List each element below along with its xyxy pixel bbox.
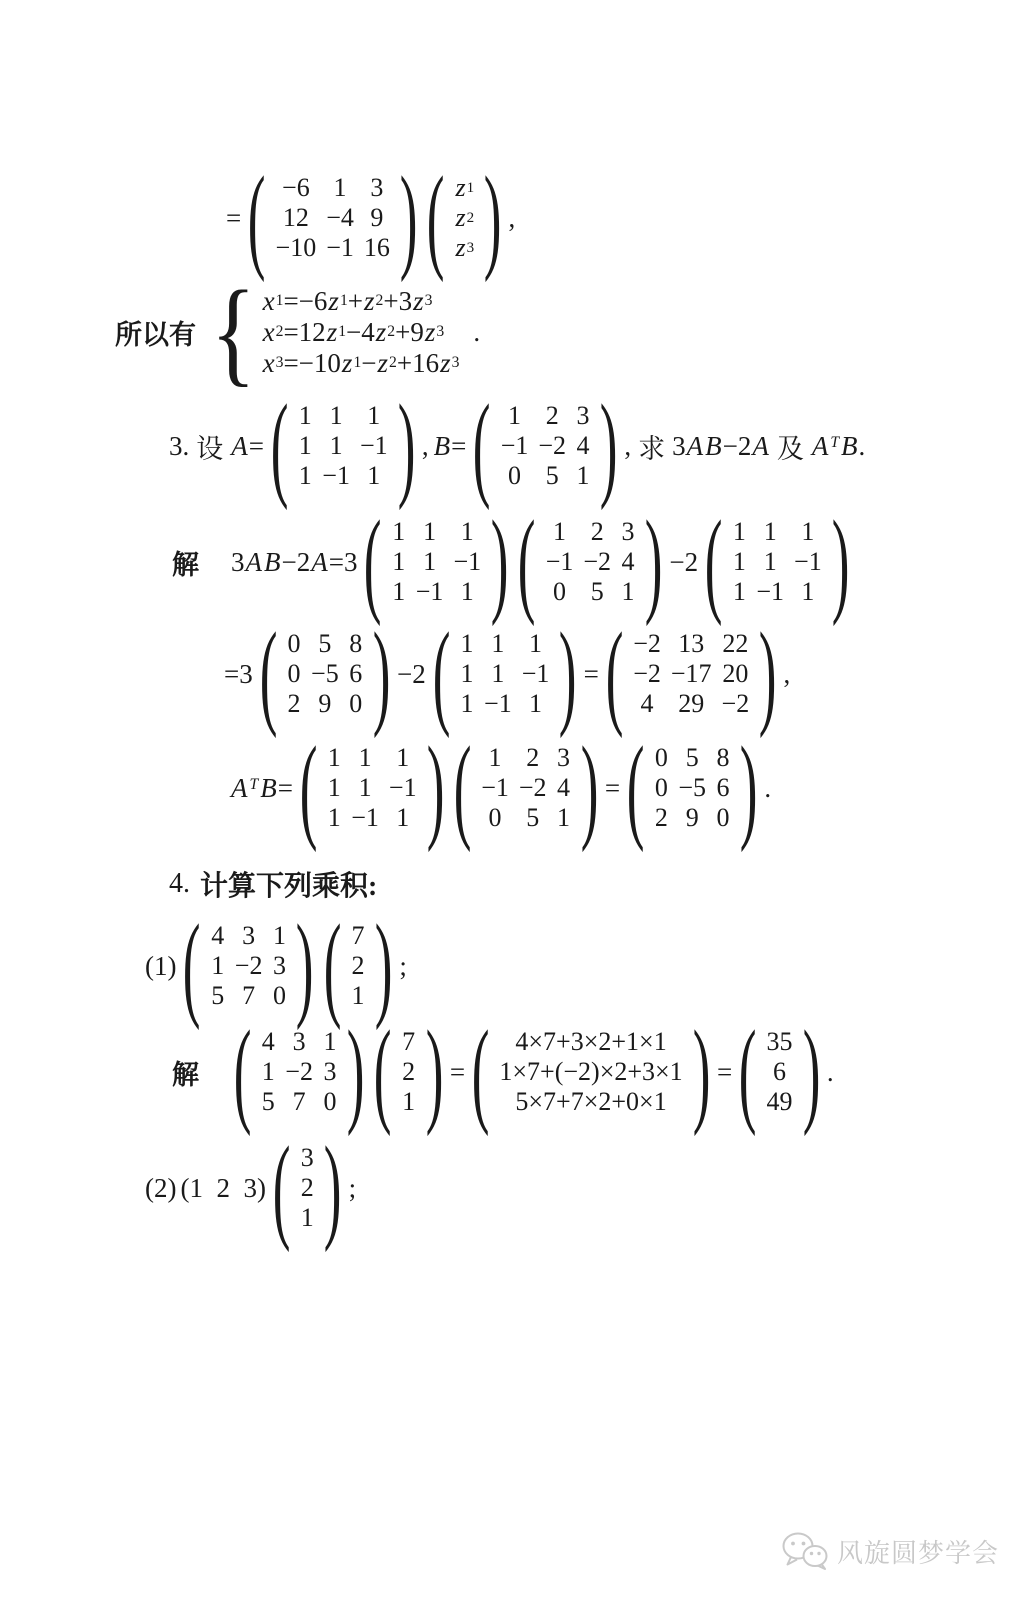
comma: , bbox=[624, 430, 632, 461]
solution-3-step-1 bbox=[167, 496, 1011, 627]
expression-at-b: A $^T$B. bbox=[811, 430, 866, 461]
matrix-a: ( 1 1 1 1 1 −1 1 −1 1 ) bbox=[364, 496, 509, 627]
comma: , bbox=[421, 430, 429, 461]
item-1-label: (1) bbox=[145, 950, 177, 981]
step1-lead: 3AB−2A=3 bbox=[231, 546, 358, 577]
watermark-text: 风旋圆梦学会 bbox=[837, 1537, 1000, 1568]
watermark bbox=[782, 1532, 999, 1570]
semicolon: ; bbox=[399, 950, 407, 981]
solution-4-item-1 bbox=[167, 1006, 1011, 1137]
matrix-b: ( 1 2 3 −1 −2 4 0 5 1 ) bbox=[453, 722, 599, 853]
result-matrix: ( 0 5 8 0 −5 6 2 9 0 ) bbox=[626, 722, 758, 853]
column-vector: ( 3 2 1 ) bbox=[272, 1122, 342, 1253]
transform-result-equation bbox=[224, 152, 1011, 283]
minus-2a: −2 bbox=[669, 546, 699, 577]
expansion-vector: ( 4×7+3×2+1×1 1×7+(−2)×2+3×1 5×7+7×2+0×1 ) bbox=[471, 1006, 711, 1137]
period: . bbox=[473, 316, 481, 347]
problem-3-number: 3. bbox=[169, 430, 190, 461]
problem-4-title: 计算下列乘积: bbox=[200, 871, 378, 902]
equation-x2: x 2 =12 z 1 −4 z 2 +9 z 3 bbox=[262, 316, 445, 347]
problem-3-statement bbox=[167, 380, 1011, 511]
period: . bbox=[826, 1056, 834, 1087]
expression-3ab-2a: 3AB−2A bbox=[672, 430, 769, 461]
result-vector: ( 35 6 49 ) bbox=[739, 1006, 821, 1137]
solve-label: 解 bbox=[172, 549, 199, 580]
semicolon: ; bbox=[348, 1172, 357, 1203]
period: . bbox=[764, 772, 772, 803]
problem-4-item-1 bbox=[143, 900, 1011, 1031]
factor-matrix: ( 4 3 1 1 −2 3 5 7 0 ) bbox=[183, 900, 314, 1031]
equals-sign: = bbox=[716, 1056, 733, 1087]
a-equals: A= bbox=[231, 430, 264, 461]
z-vector: ( z 1 z 2 z 3 ) bbox=[426, 152, 502, 283]
equals-sign: = bbox=[604, 772, 621, 803]
system-of-equations bbox=[110, 266, 1011, 397]
solve-label: 解 bbox=[172, 1059, 199, 1090]
factor-vector: ( 7 2 1 ) bbox=[323, 900, 393, 1031]
matrix-a: ( 1 1 1 1 1 −1 1 −1 1 ) bbox=[704, 496, 850, 627]
equation-system-body bbox=[262, 286, 460, 379]
coefficient-matrix: ( −6 1 3 12 −4 9 −10 −1 16 ) bbox=[248, 152, 418, 283]
equation-x3: x 3 =−10 z 1 − z 2 +16 z 3 bbox=[262, 347, 460, 378]
row-vector: (1 2 3) bbox=[180, 1172, 266, 1203]
equals-sign: = bbox=[583, 658, 599, 689]
wechat-icon bbox=[782, 1532, 828, 1570]
minus-2a: −2 bbox=[397, 658, 426, 689]
b-equals: B= bbox=[433, 430, 467, 461]
comma: , bbox=[783, 658, 791, 689]
step2-lead: =3 bbox=[224, 658, 253, 689]
equals-sign: = bbox=[226, 202, 242, 233]
item-2-label: (2) bbox=[145, 1172, 177, 1203]
therefore-label: 所以有 bbox=[115, 319, 196, 350]
result-matrix: ( −2 13 22 −2 −17 20 4 29 −2 ) bbox=[605, 608, 777, 739]
matrix-b: ( 1 2 3 −1 −2 4 0 5 1 ) bbox=[473, 380, 618, 511]
at-b-lead: A $^T$B= bbox=[231, 772, 293, 803]
comma: , bbox=[508, 202, 516, 233]
problem-4-heading bbox=[167, 864, 1011, 904]
problem-4-item-2 bbox=[143, 1122, 1011, 1253]
and-label: 及 bbox=[776, 433, 804, 464]
equation-x1: x 1 =−6 z 1 + z 2 +3 z 3 bbox=[262, 285, 433, 316]
product-matrix: ( 0 5 8 0 −5 6 2 9 0 ) bbox=[259, 608, 391, 739]
solution-3-step-3 bbox=[228, 722, 1011, 853]
solution-3-step-2 bbox=[222, 608, 1011, 739]
system-brace: { bbox=[210, 266, 256, 397]
find-label: 求 bbox=[638, 433, 666, 464]
matrix-b: ( 1 2 3 −1 −2 4 0 5 1 ) bbox=[518, 496, 663, 627]
problem-4-number: 4. bbox=[169, 868, 190, 899]
factor-vector: ( 7 2 1 ) bbox=[374, 1006, 444, 1137]
let-label: 设 bbox=[196, 433, 224, 464]
document-page bbox=[0, 152, 1011, 1568]
factor-matrix: ( 4 3 1 1 −2 3 5 7 0 ) bbox=[233, 1006, 365, 1137]
equals-sign: = bbox=[449, 1056, 466, 1087]
matrix-a: ( 1 1 1 1 1 −1 1 −1 1 ) bbox=[270, 380, 416, 511]
matrix-a: ( 1 1 1 1 1 −1 1 −1 1 ) bbox=[432, 608, 577, 739]
matrix-a-transpose: ( 1 1 1 1 1 −1 1 −1 1 ) bbox=[299, 722, 445, 853]
